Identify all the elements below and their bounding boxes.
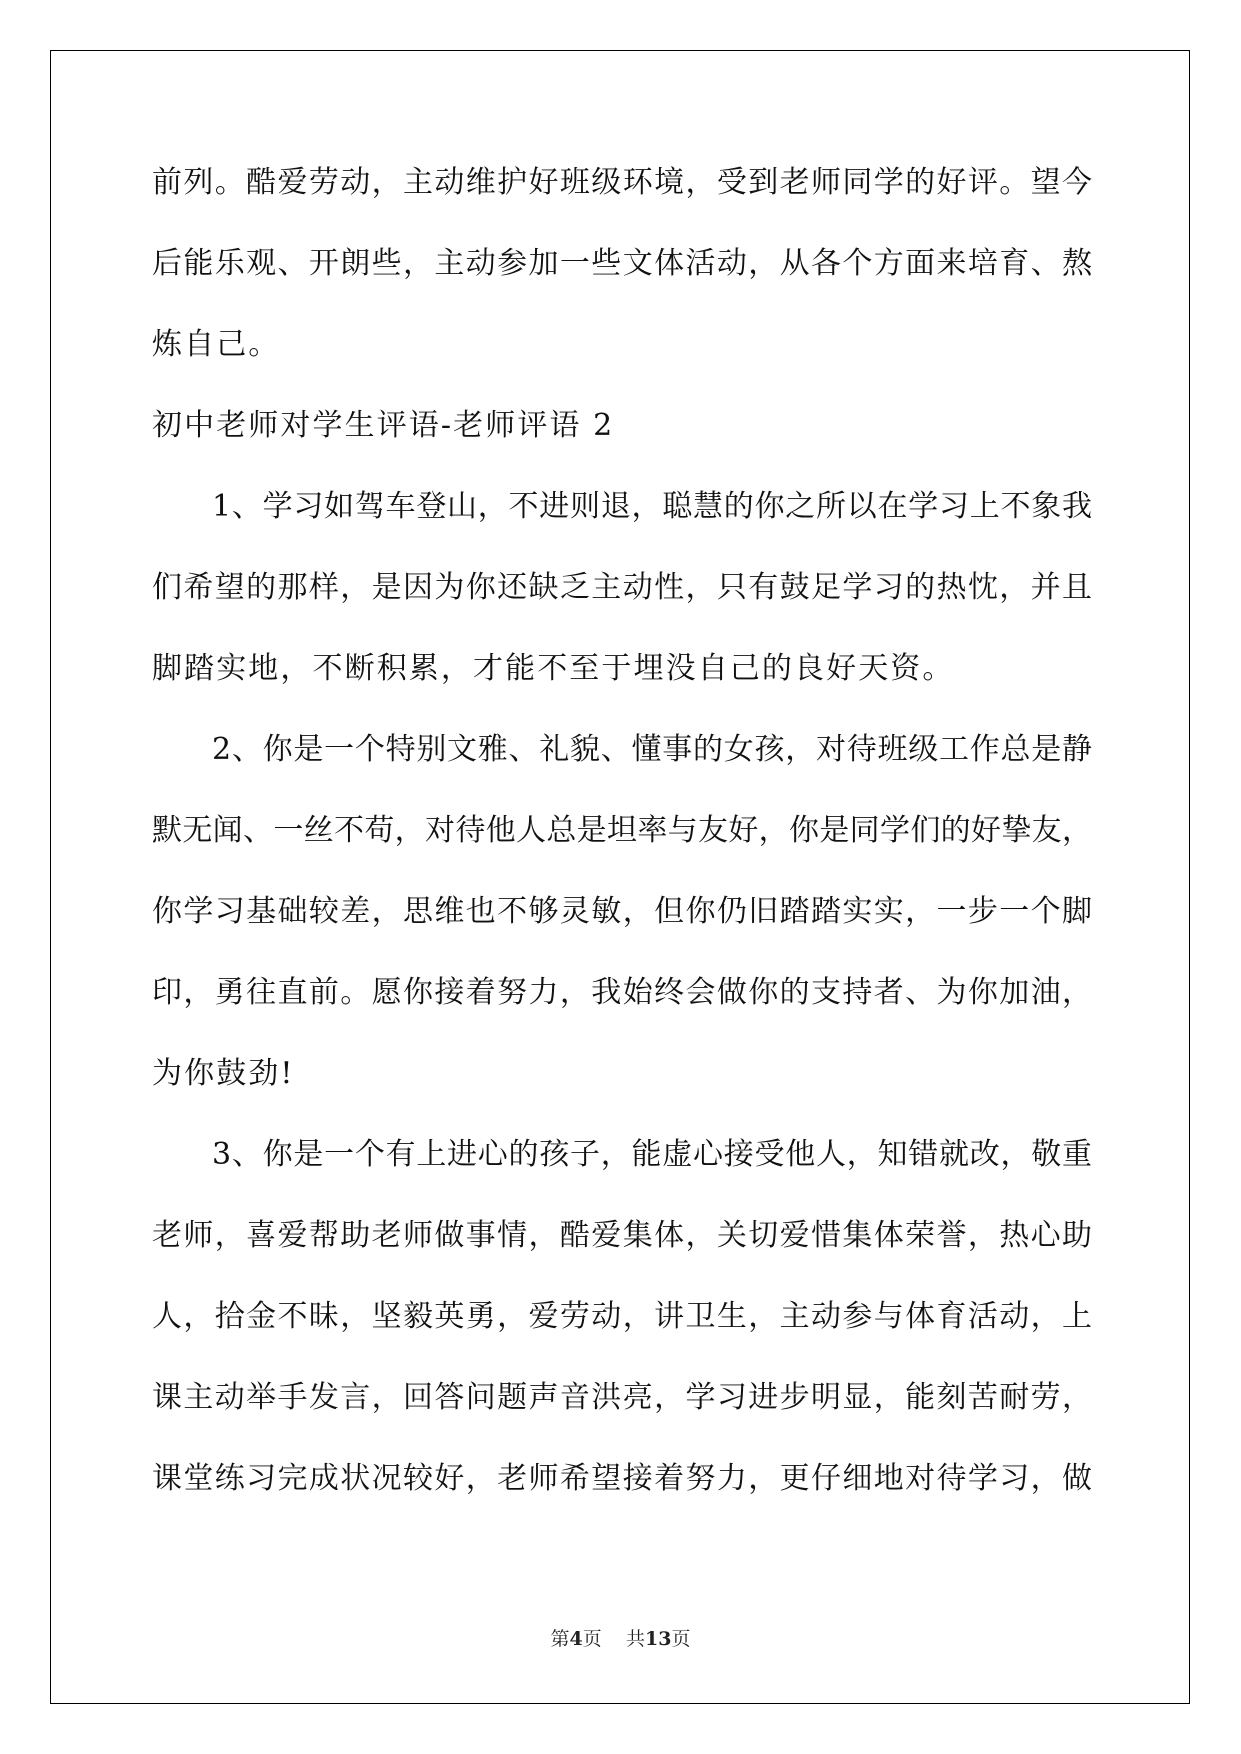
text-line: 3、你是一个有上进心的孩子，能虚心接受他人，知错就改，敬重 bbox=[212, 1137, 1092, 1172]
text-line: 课主动举手发言，回答问题声音洪亮，学习进步明显，能刻苦耐劳， bbox=[152, 1380, 1092, 1415]
total-prefix: 共 bbox=[625, 1628, 645, 1650]
text-line: 1、学习如驾车登山，不进则退，聪慧的你之所以在学习上不象我 bbox=[212, 489, 1092, 524]
page-prefix: 第 bbox=[550, 1628, 570, 1650]
page-unit: 页 bbox=[582, 1628, 602, 1650]
text-line: 脚踏实地，不断积累，才能不至于埋没自己的良好天资。 bbox=[152, 651, 955, 686]
total-pages-number: 13 bbox=[644, 1628, 672, 1650]
text-line: 前列。酷爱劳动，主动维护好班级环境，受到老师同学的好评。望今 bbox=[152, 165, 1092, 200]
text-line: 2、你是一个特别文雅、礼貌、懂事的女孩，对待班级工作总是静 bbox=[212, 732, 1092, 767]
page-footer bbox=[0, 1624, 1241, 1651]
section-heading: 初中老师对学生评语-老师评语 2 bbox=[152, 408, 615, 443]
current-page-number: 4 bbox=[569, 1628, 583, 1650]
text-line: 默无闻、一丝不苟，对待他人总是坦率与友好，你是同学们的好挚友， bbox=[152, 813, 1092, 848]
text-line: 们希望的那样，是因为你还缺乏主动性，只有鼓足学习的热忱，并且 bbox=[152, 570, 1092, 605]
text-line: 课堂练习完成状况较好，老师希望接着努力，更仔细地对待学习，做 bbox=[152, 1461, 1092, 1496]
text-line: 后能乐观、开朗些，主动参加一些文体活动，从各个方面来培育、熬 bbox=[152, 246, 1092, 281]
text-line: 为你鼓劲! bbox=[152, 1056, 295, 1091]
total-unit: 页 bbox=[671, 1628, 691, 1650]
text-line: 老师，喜爱帮助老师做事情，酷爱集体，关切爱惜集体荣誉，热心助 bbox=[152, 1218, 1092, 1253]
text-line: 炼自己。 bbox=[152, 327, 281, 362]
text-line: 印，勇往直前。愿你接着努力，我始终会做你的支持者、为你加油， bbox=[152, 975, 1092, 1010]
text-line: 人，拾金不昧，坚毅英勇，爱劳动，讲卫生，主动参与体育活动，上 bbox=[152, 1299, 1092, 1334]
document-body bbox=[152, 163, 1092, 1540]
text-line: 你学习基础较差，思维也不够灵敏，但你仍旧踏踏实实，一步一个脚 bbox=[152, 894, 1092, 929]
